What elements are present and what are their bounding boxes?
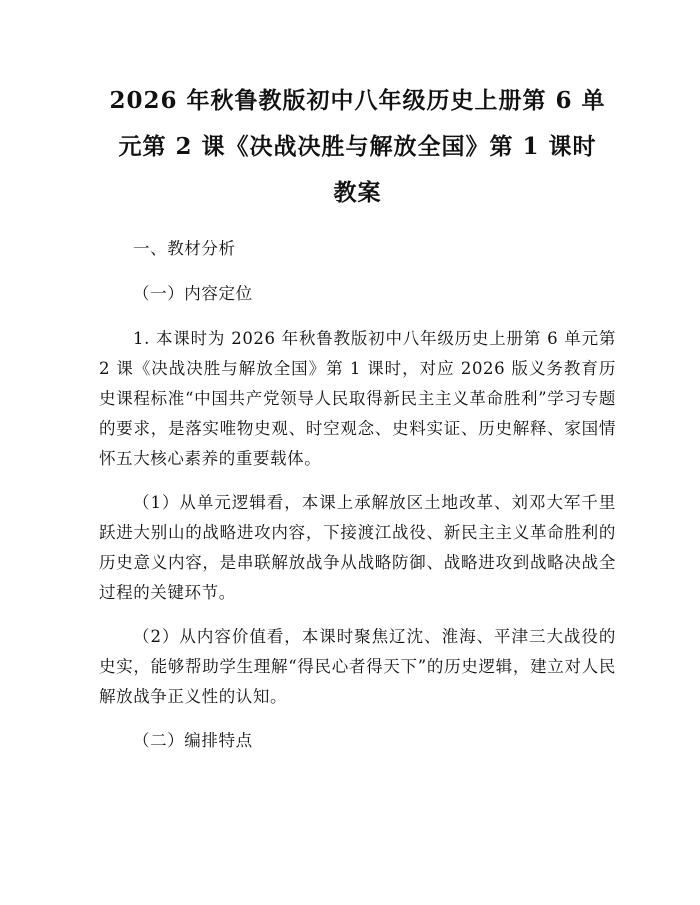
document-body [99, 234, 616, 756]
paragraph-lesson-overview: 1. 本课时为 2026 年秋鲁教版初中八年级历史上册第 6 单元第 2 课《决战决胜与解放全国》第 1 课时，对应 2026 版义务教育历史课程标准“中国共产党领导人民取得新民主主义革命胜利”学习专题的要求，是落实唯物史观、时空观念、史料实证、历史解释、家国情怀五大核心素养的重要载体。 [99, 329, 616, 468]
paragraph-content-value: （2）从内容价值看，本课时聚焦辽沈、淮海、平津三大战役的史实，能够帮助学生理解“得民心者得天下”的历史逻辑，建立对人民解放战争正义性的认知。 [99, 627, 616, 706]
paragraph-unit-logic: （1）从单元逻辑看，本课上承解放区土地改革、刘邓大军千里跃进大别山的战略进攻内容，下接渡江战役、新民主主义革命胜利的历史意义内容，是串联解放战争从战略防御、战略进攻到战略决战全过程的关键环节。 [99, 493, 616, 602]
title-line-1: 2026 年秋鲁教版初中八年级历史上册第 6 单 [109, 87, 606, 114]
subsection-heading-content-positioning: （一）内容定位 [133, 284, 253, 303]
subsection-heading-arrangement-features: （二）编排特点 [133, 731, 253, 750]
title-line-2: 元第 2 课《决战决胜与解放全国》第 1 课时 [118, 133, 597, 160]
document-title [99, 78, 616, 216]
section-heading-textbook-analysis: 一、教材分析 [133, 239, 236, 258]
title-line-3: 教案 [333, 179, 382, 206]
